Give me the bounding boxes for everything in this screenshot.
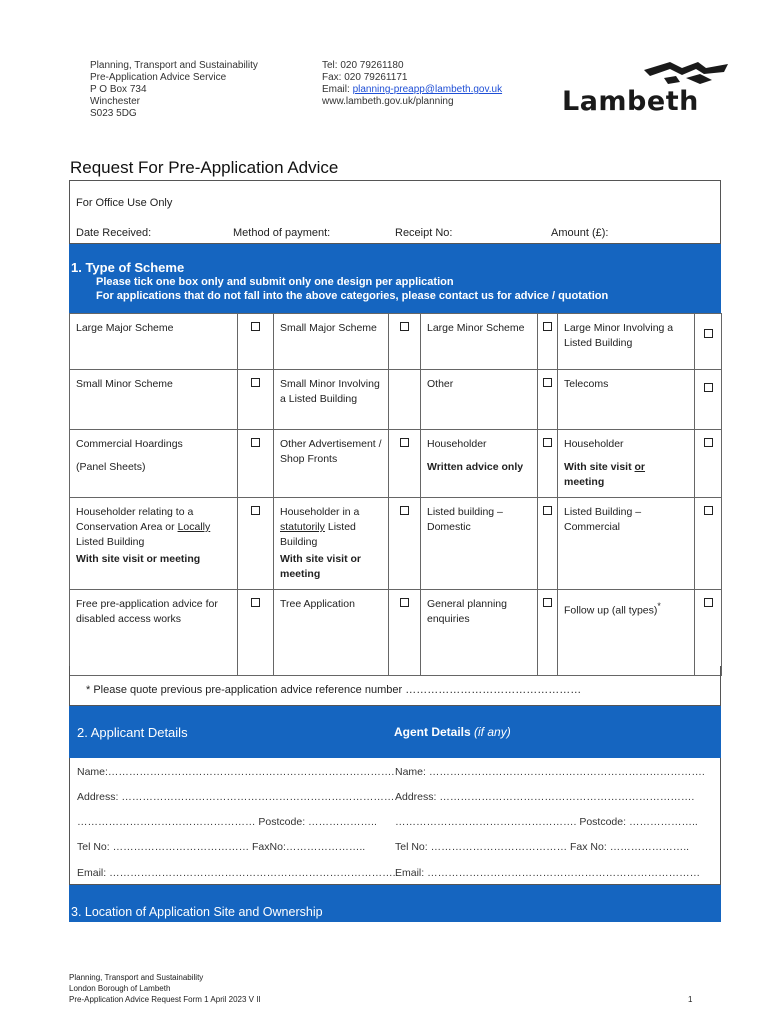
- section3-header: [69, 885, 721, 922]
- large-minor-checkbox[interactable]: [543, 322, 552, 331]
- council-address: [90, 60, 258, 120]
- address-line: S023 5DG: [90, 108, 137, 119]
- lambeth-logo-icon: [640, 60, 732, 88]
- scheme-label: Tree Application: [274, 590, 389, 676]
- free-disabled-checkbox[interactable]: [251, 598, 260, 607]
- scheme-label: Commercial Hoardings: [76, 438, 183, 450]
- scheme-text: Listed Building: [76, 536, 145, 548]
- scheme-label: Householder: [564, 438, 624, 450]
- section1-title: 1. Type of Scheme: [71, 260, 185, 275]
- address-line: Planning, Transport and Sustainability: [90, 60, 258, 71]
- scheme-label: Listed building – Domestic: [421, 498, 538, 590]
- quote-note: * Please quote previous pre-application advice reference number …………………………………………: [86, 684, 582, 696]
- listed-commercial-checkbox[interactable]: [704, 506, 713, 515]
- scheme-label: Telecoms: [558, 370, 695, 430]
- scheme-text: Follow up (all types): [564, 604, 658, 617]
- footer-line: London Borough of Lambeth: [69, 984, 171, 993]
- agent-email-field[interactable]: Email: ……………………………………………………………………: [395, 867, 701, 879]
- scheme-label: Large Minor Involving a Listed Building: [558, 314, 695, 370]
- footer-line: Planning, Transport and Sustainability: [69, 973, 204, 982]
- householder-written-checkbox[interactable]: [543, 438, 552, 447]
- applicant-tel-fax-field[interactable]: Tel No: ………………………………… FaxNo:…………………..: [77, 841, 366, 853]
- scheme-text: statutorily: [280, 521, 325, 533]
- scheme-text: Locally: [177, 521, 211, 533]
- agent-address-field[interactable]: Address: ……………………………………………………………….: [395, 791, 695, 803]
- email-label: Email:: [322, 84, 353, 95]
- general-checkbox[interactable]: [543, 598, 552, 607]
- applicant-email-field[interactable]: Email: ………………………………………………………………………..: [77, 867, 399, 879]
- follow-up-checkbox[interactable]: [704, 598, 713, 607]
- fax-number: Fax: 020 79261171: [322, 72, 408, 83]
- applicant-name-field[interactable]: Name:……………………………………………………………………….: [77, 766, 395, 778]
- scheme-label: Free pre-application advice for disabled access works: [70, 590, 238, 676]
- scheme-text: Listed Building: [280, 521, 356, 548]
- large-minor-listed-checkbox[interactable]: [704, 329, 713, 338]
- agent-tel-fax-field[interactable]: Tel No: ………………………………… Fax No: …………………..: [395, 841, 690, 853]
- contact-details: [322, 60, 502, 108]
- scheme-label: Other: [421, 370, 538, 430]
- logo-wordmark: Lambeth: [562, 86, 699, 117]
- footer-line: Pre-Application Advice Request Form 1 April 2023 V II: [69, 995, 261, 1004]
- other-checkbox[interactable]: [543, 378, 552, 387]
- other-advert-checkbox[interactable]: [400, 438, 409, 447]
- page-number: 1: [688, 995, 693, 1004]
- receipt-no-label: Receipt No:: [395, 227, 453, 239]
- scheme-label: Large Major Scheme: [70, 314, 238, 370]
- section3-title: 3. Location of Application Site and Ownership: [71, 905, 323, 919]
- amount-label: Amount (£):: [551, 227, 609, 239]
- address-line: P O Box 734: [90, 84, 147, 95]
- scheme-grid: [69, 313, 722, 676]
- agent-if-any: (if any): [474, 725, 511, 739]
- scheme-label: [76, 505, 231, 550]
- scheme-text: Householder in a: [280, 506, 360, 518]
- small-minor-checkbox[interactable]: [251, 378, 260, 387]
- website: www.lambeth.gov.uk/planning: [322, 96, 454, 107]
- scheme-sublabel: With site visit or meeting: [76, 553, 201, 565]
- visit-text: meeting: [564, 476, 605, 488]
- email-line: [322, 84, 502, 96]
- scheme-sublabel: (Panel Sheets): [76, 461, 146, 473]
- agent-name-field[interactable]: Name: …………………………………………………………………….: [395, 766, 705, 778]
- hh-conservation-checkbox[interactable]: [251, 506, 260, 515]
- address-line: Pre-Application Advice Service: [90, 72, 227, 83]
- large-major-checkbox[interactable]: [251, 322, 260, 331]
- applicant-address-field[interactable]: Address: ……………………………………………………………………: [77, 791, 395, 803]
- small-major-checkbox[interactable]: [400, 322, 409, 331]
- listed-domestic-checkbox[interactable]: [543, 506, 552, 515]
- scheme-label: [564, 599, 688, 619]
- householder-visit-checkbox[interactable]: [704, 438, 713, 447]
- scheme-label: Small Minor Scheme: [70, 370, 238, 430]
- scheme-label: Householder: [427, 438, 487, 450]
- applicant-postcode-field[interactable]: …………………………………………… Postcode: ………………..: [77, 816, 377, 828]
- address-line: Winchester: [90, 96, 141, 107]
- asterisk: *: [657, 601, 661, 611]
- agent-details-title: [394, 725, 511, 739]
- visit-or: or: [634, 461, 646, 473]
- scheme-label: Other Advertisement / Shop Fronts: [274, 430, 389, 498]
- payment-method-label: Method of payment:: [233, 227, 331, 239]
- scheme-sublabel: With site visit or meeting: [280, 553, 362, 580]
- scheme-label: General planning enquiries: [421, 590, 538, 676]
- scheme-label: Small Minor Involving a Listed Building: [274, 370, 389, 430]
- scheme-text: Householder relating to a Conservation Area or: [76, 506, 194, 533]
- section2-title: 2. Applicant Details: [77, 725, 188, 740]
- office-use-heading: For Office Use Only: [76, 197, 173, 209]
- agent-heading-text: Agent Details: [394, 725, 475, 739]
- scheme-label: Small Major Scheme: [274, 314, 389, 370]
- section1-header: [69, 244, 721, 313]
- hh-statutory-checkbox[interactable]: [400, 506, 409, 515]
- scheme-sublabel: Written advice only: [427, 461, 524, 473]
- scheme-label: [280, 505, 382, 550]
- scheme-label: Large Minor Scheme: [421, 314, 538, 370]
- visit-text: With site visit: [564, 461, 635, 473]
- hoardings-checkbox[interactable]: [251, 438, 260, 447]
- date-received-label: Date Received:: [76, 227, 152, 239]
- scheme-sublabel: [564, 460, 688, 490]
- scheme-label: Listed Building – Commercial: [558, 498, 695, 590]
- email-link[interactable]: planning-preapp@lambeth.gov.uk: [352, 84, 503, 95]
- agent-postcode-field[interactable]: ……………………………………………. Postcode: ………………..: [395, 816, 698, 828]
- page-title: Request For Pre-Application Advice: [70, 158, 339, 177]
- footer: [69, 972, 261, 1005]
- tree-checkbox[interactable]: [400, 598, 409, 607]
- section2-header: [69, 706, 721, 758]
- section1-instruction: Please tick one box only and submit only one design per application: [96, 276, 454, 288]
- phone-number: Tel: 020 79261180: [322, 60, 404, 71]
- telecoms-checkbox[interactable]: [704, 383, 713, 392]
- section1-note: For applications that do not fall into the above categories, please contact us for advice / quotation: [96, 290, 609, 302]
